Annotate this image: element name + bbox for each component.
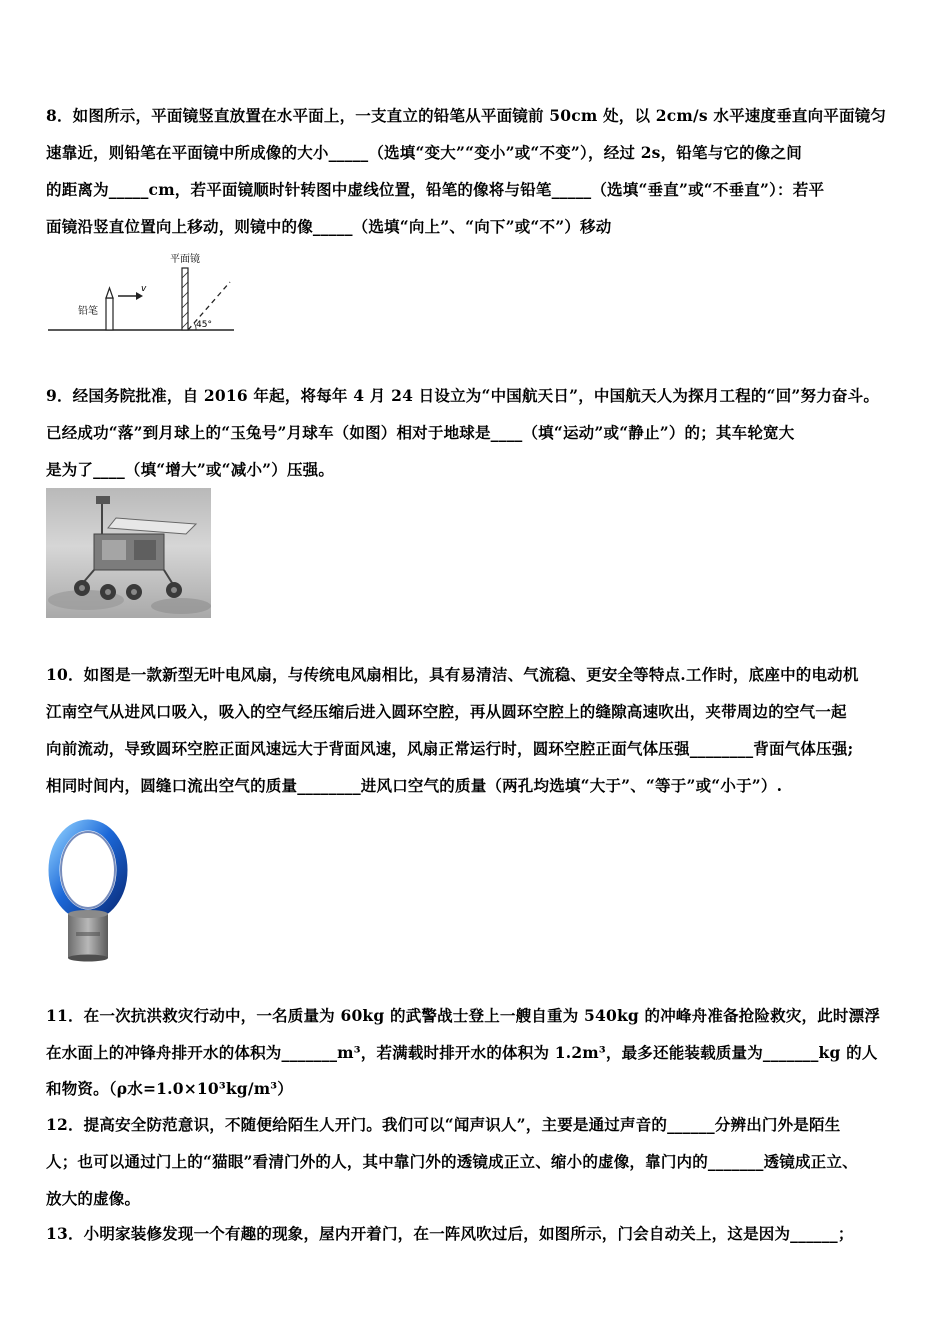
q8-mirror-figure xyxy=(46,244,238,344)
velocity-label: v xyxy=(141,284,147,294)
lunar-rover-photo xyxy=(46,488,211,618)
q10-line-1: 10．如图是一款新型无叶电风扇，与传统电风扇相比，具有易清洁、气流稳、更安全等特点.工作时，底座中的电动机 xyxy=(46,665,859,684)
q13-line-1: 13．小明家装修发现一个有趣的现象，屋内开着门，在一阵风吹过后，如图所示，门会自动关上，这是因为______； xyxy=(46,1224,854,1243)
angle-label: 45° xyxy=(196,320,212,330)
pencil-label: 铅笔 xyxy=(78,306,98,317)
q12-line-2: 人；也可以通过门上的“猫眼”看清门外的人，其中靠门外的透镜成正立、缩小的虚像，靠门内的_______透镜成正立、 xyxy=(46,1152,858,1171)
q10-line-2: 江南空气从进风口吸入，吸入的空气经压缩后进入圆环空腔，再从圆环空腔上的缝隙高速吹出，夹带周边的空气一起 xyxy=(46,702,847,721)
q8-line-4: 面镜沿竖直位置向上移动，则镜中的像_____（选填“向上”、“向下”或“不”）移动 xyxy=(46,217,612,236)
q12-line-1: 12．提高安全防范意识，不随便给陌生人开门。我们可以“闻声识人”，主要是通过声音的______分辨出门外是陌生 xyxy=(46,1115,841,1134)
mirror-label: 平面镜 xyxy=(170,254,200,265)
pencil-shape xyxy=(106,298,113,330)
q10-line-4: 相同时间内，圆缝口流出空气的质量________进风口空气的质量（两孔均选填“大于”、“等于”或“小于”）. xyxy=(46,776,783,795)
q9-line-1: 9．经国务院批准，自 2016 年起，将每年 4 月 24 日设立为“中国航天日”，中国航天人为探月工程的“回”努力奋斗。 xyxy=(46,386,880,405)
q11-line-3: 和物资。（ρ水=1.0×10³kg/m³） xyxy=(46,1079,293,1098)
q8-line-3: 的距离为_____cm，若平面镜顺时针转图中虚线位置，铅笔的像将与铅笔_____（选填“垂直”或“不垂直”）：若平 xyxy=(46,180,825,199)
q12-line-3: 放大的虚像。 xyxy=(46,1189,141,1208)
q8-line-2: 速靠近，则铅笔在平面镜中所成像的大小_____（选填“变大”“变小”或“不变”），经过 2s，铅笔与它的像之间 xyxy=(46,143,802,162)
bladeless-fan-photo xyxy=(46,818,131,964)
q11-line-1: 11．在一次抗洪救灾行动中，一名质量为 60kg 的武警战士登上一艘自重为 540kg 的冲峰舟准备抢险救灾，此时漂浮 xyxy=(46,1006,881,1025)
q9-line-3: 是为了____（填“增大”或“减小”）压强。 xyxy=(46,460,335,479)
q9-line-2: 已经成功“落”到月球上的“玉兔号”月球车（如图）相对于地球是____（填“运动”或“静止”）的；其车轮宽大 xyxy=(46,423,795,442)
rover-camera xyxy=(96,496,110,504)
q10-line-3: 向前流动，导致圆环空腔正面风速远大于背面风速，风扇正常运行时，圆环空腔正面气体压强________背面气体压强; xyxy=(46,739,854,758)
q8-line-1: 8．如图所示，平面镜竖直放置在水平面上，一支直立的铅笔从平面镜前 50cm 处，以 2cm/s 水平速度垂直向平面镜匀 xyxy=(46,106,887,125)
q11-line-2: 在水面上的冲锋舟排开水的体积为_______m³，若满载时排开水的体积为 1.2m³，最多还能装载质量为_______kg 的人 xyxy=(46,1043,878,1062)
